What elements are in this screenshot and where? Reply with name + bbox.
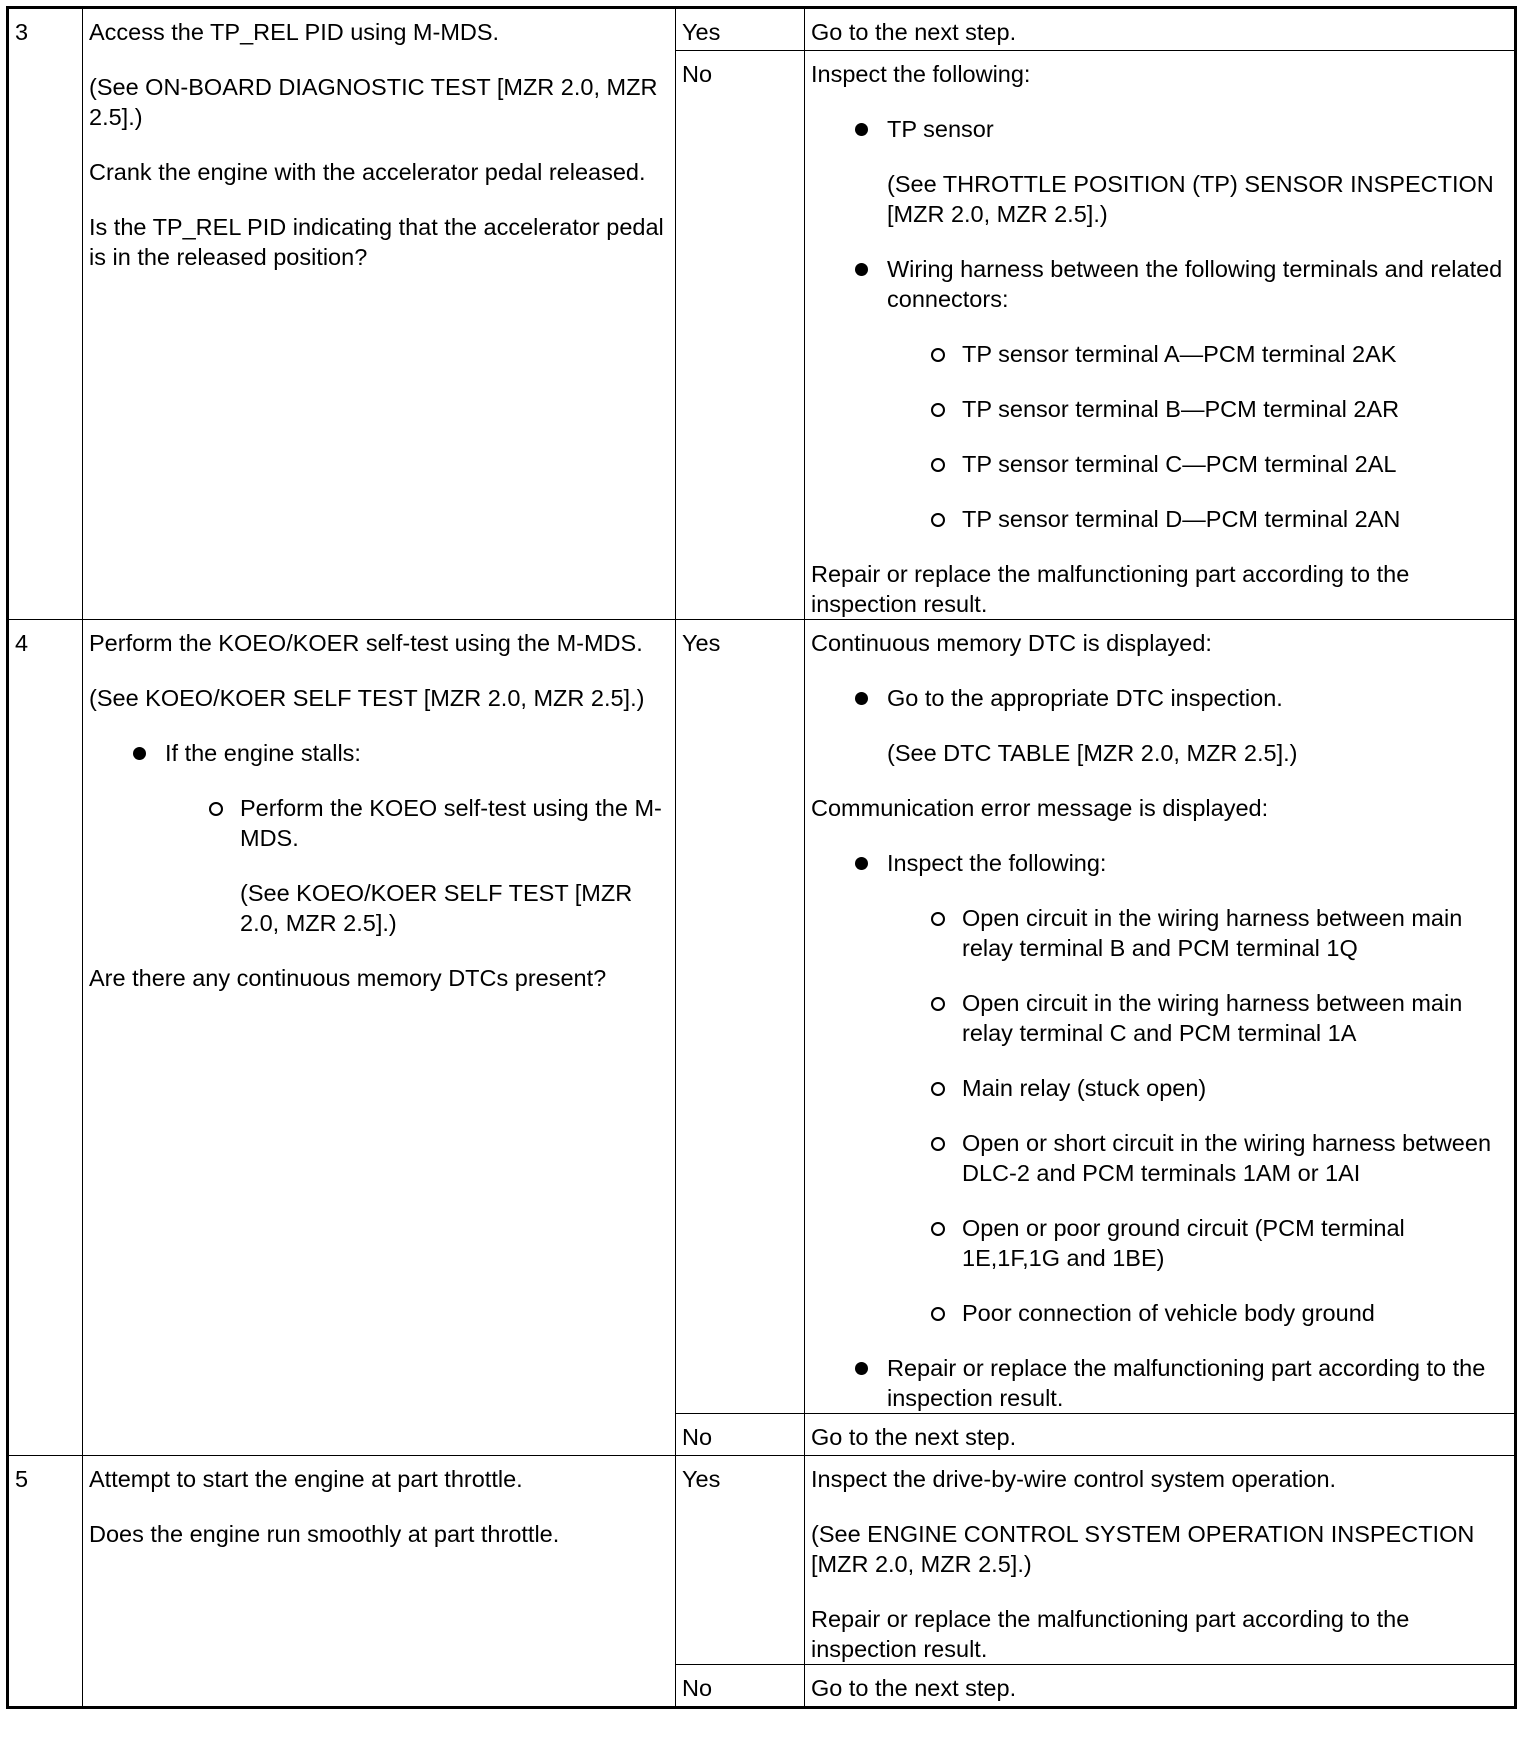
reference-text: (See DTC TABLE [MZR 2.0, MZR 2.5].): [887, 740, 1298, 766]
result-text: Go to the next step.: [811, 19, 1017, 45]
sub-list-item: [811, 1298, 1508, 1328]
result-heading: Communication error message is displayed:: [811, 795, 1269, 821]
reference-text: (See THROTTLE POSITION (TP) SENSOR INSPECTION [MZR 2.0, MZR 2.5].): [887, 171, 1494, 227]
no-label: No: [676, 51, 805, 620]
action-reference: (See ON-BOARD DIAGNOSTIC TEST [MZR 2.0, MZR 2.5].): [89, 74, 658, 130]
step-5-no-result: [805, 1665, 1516, 1708]
list-item: [811, 683, 1508, 713]
sub-list-item: [811, 1128, 1508, 1188]
sub-bullet-list: [89, 793, 669, 853]
list-item-text: Wiring harness between the following terminals and related connectors:: [887, 256, 1503, 312]
sub-list-item-text: TP sensor terminal B—PCM terminal 2AR: [962, 396, 1400, 422]
bullet-list: [811, 683, 1508, 713]
sub-list-item: [811, 1073, 1508, 1103]
step-4-action-cell: [83, 620, 676, 1456]
step-4-yes-row: [8, 620, 1516, 1414]
list-item: [89, 738, 669, 768]
action-text: Access the TP_REL PID using M-MDS.: [89, 19, 500, 45]
step-5-yes-result: [805, 1456, 1516, 1665]
filled-bullet-icon: [855, 692, 868, 705]
action-question: Is the TP_REL PID indicating that the accelerator pedal is in the released position?: [89, 214, 664, 270]
list-item-text: TP sensor: [887, 116, 994, 142]
filled-bullet-icon: [855, 263, 868, 276]
hollow-bullet-icon: [931, 1307, 945, 1321]
step-4-no-result: [805, 1414, 1516, 1456]
filled-bullet-icon: [855, 123, 868, 136]
list-item: [811, 1353, 1508, 1413]
sub-list-item-text: TP sensor terminal C—PCM terminal 2AL: [962, 451, 1397, 477]
sub-list-item: [811, 903, 1508, 963]
step-4-yes-result: [805, 620, 1516, 1414]
hollow-bullet-icon: [931, 1082, 945, 1096]
yes-label: Yes: [676, 1456, 805, 1665]
sub-list-item-text: TP sensor terminal A—PCM terminal 2AK: [962, 341, 1397, 367]
hollow-bullet-icon: [931, 1222, 945, 1236]
sub-list-item: [811, 504, 1508, 534]
filled-bullet-icon: [133, 747, 146, 760]
result-text: Go to the next step.: [811, 1675, 1017, 1701]
sub-list-item-text: Poor connection of vehicle body ground: [962, 1300, 1375, 1326]
reference-text: (See KOEO/KOER SELF TEST [MZR 2.0, MZR 2.5].): [240, 880, 633, 936]
filled-bullet-icon: [855, 857, 868, 870]
sub-list-item: [811, 988, 1508, 1048]
step-number: 5: [8, 1456, 83, 1708]
step-number: 3: [8, 8, 83, 620]
hollow-bullet-icon: [931, 513, 945, 527]
yes-label: Yes: [676, 620, 805, 1414]
step-3-action-cell: [83, 8, 676, 620]
bullet-list: [811, 1353, 1508, 1413]
hollow-bullet-icon: [931, 458, 945, 472]
list-item-text: Inspect the following:: [887, 850, 1107, 876]
action-text: Perform the KOEO/KOER self-test using the M-MDS.: [89, 630, 643, 656]
sub-list-item-text: Open circuit in the wiring harness between main relay terminal C and PCM terminal 1A: [962, 990, 1463, 1046]
sub-list-item: [811, 394, 1508, 424]
list-item-text: If the engine stalls:: [165, 740, 361, 766]
bullet-list: [811, 114, 1508, 144]
hollow-bullet-icon: [931, 348, 945, 362]
sub-list-item: [89, 793, 669, 853]
sub-list-item-text: Perform the KOEO self-test using the M-MDS.: [240, 795, 662, 851]
hollow-bullet-icon: [209, 802, 223, 816]
action-text: Crank the engine with the accelerator pedal released.: [89, 159, 646, 185]
sub-bullet-list: [811, 339, 1508, 534]
action-text: Attempt to start the engine at part throttle.: [89, 1466, 523, 1492]
hollow-bullet-icon: [931, 403, 945, 417]
sub-list-item-text: Open or poor ground circuit (PCM terminal 1E,1F,1G and 1BE): [962, 1215, 1405, 1271]
list-item: [811, 848, 1508, 878]
sub-list-item: [811, 449, 1508, 479]
list-item-text: Go to the appropriate DTC inspection.: [887, 685, 1283, 711]
result-outro: Repair or replace the malfunctioning part according to the inspection result.: [811, 561, 1410, 617]
sub-list-item-text: Open circuit in the wiring harness between main relay terminal B and PCM terminal 1Q: [962, 905, 1463, 961]
filled-bullet-icon: [855, 1362, 868, 1375]
action-question: Does the engine run smoothly at part throttle.: [89, 1521, 560, 1547]
hollow-bullet-icon: [931, 912, 945, 926]
step-3-yes-row: [8, 8, 1516, 51]
result-intro: Inspect the following:: [811, 61, 1031, 87]
action-reference: (See KOEO/KOER SELF TEST [MZR 2.0, MZR 2.5].): [89, 685, 645, 711]
sub-list-item-text: Open or short circuit in the wiring harness between DLC-2 and PCM terminals 1AM or 1AI: [962, 1130, 1492, 1186]
bullet-list: [811, 848, 1508, 878]
no-label: No: [676, 1414, 805, 1456]
yes-label: Yes: [676, 8, 805, 51]
sub-bullet-list: [811, 903, 1508, 1328]
result-heading: Continuous memory DTC is displayed:: [811, 630, 1212, 656]
bullet-list: [811, 254, 1508, 314]
step-5-action-cell: [83, 1456, 676, 1708]
list-item-text: Repair or replace the malfunctioning part according to the inspection result.: [887, 1355, 1486, 1411]
result-outro: Repair or replace the malfunctioning part according to the inspection result.: [811, 1606, 1410, 1662]
diagnostic-procedure-table: [6, 6, 1517, 1709]
bullet-list: [89, 738, 669, 768]
step-number: 4: [8, 620, 83, 1456]
step-3-yes-result: [805, 8, 1516, 51]
step-3-no-result: [805, 51, 1516, 620]
hollow-bullet-icon: [931, 1137, 945, 1151]
hollow-bullet-icon: [931, 997, 945, 1011]
result-text: Inspect the drive-by-wire control system operation.: [811, 1466, 1337, 1492]
reference-text: (See ENGINE CONTROL SYSTEM OPERATION INSPECTION [MZR 2.0, MZR 2.5].): [811, 1521, 1475, 1577]
sub-list-item: [811, 339, 1508, 369]
result-text: Go to the next step.: [811, 1424, 1017, 1450]
list-item: [811, 254, 1508, 314]
sub-list-item-text: Main relay (stuck open): [962, 1075, 1207, 1101]
list-item: [811, 114, 1508, 144]
sub-list-item: [811, 1213, 1508, 1273]
action-question: Are there any continuous memory DTCs present?: [89, 965, 607, 991]
step-5-yes-row: [8, 1456, 1516, 1665]
no-label: No: [676, 1665, 805, 1708]
sub-list-item-text: TP sensor terminal D—PCM terminal 2AN: [962, 506, 1401, 532]
